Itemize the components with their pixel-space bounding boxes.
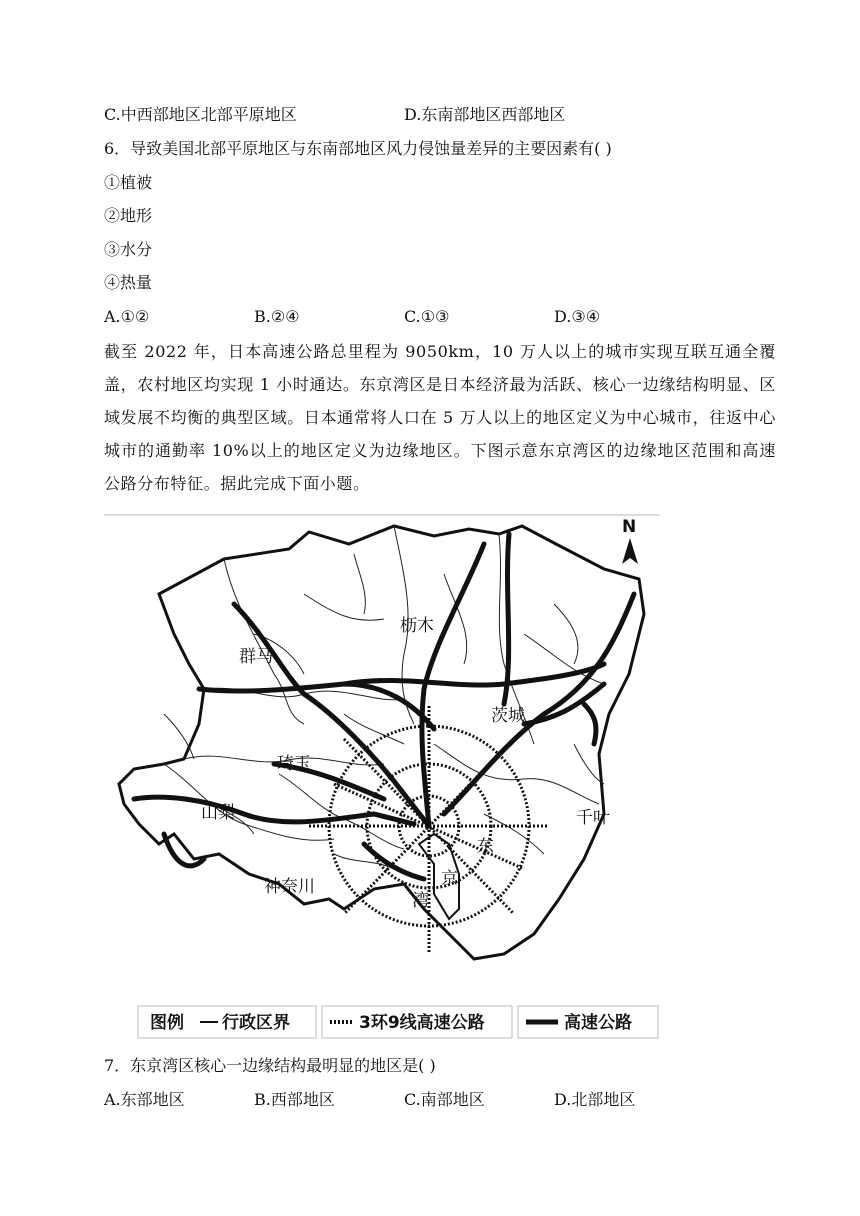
label-saitama: 琦玉 — [277, 754, 311, 774]
q6-option-b: B.②④ — [254, 307, 300, 326]
q6-option-d: D.③④ — [554, 307, 601, 326]
q5-option-c: C.中西部地区北部平原地区 — [104, 105, 297, 124]
q6-item-2: ②地形 — [104, 206, 153, 225]
landmass — [119, 526, 644, 959]
label-kanagawa: 神奈川 — [264, 877, 315, 897]
passage-text: 截至 2022 年，日本高速公路总里程为 9050km，10 万人以上的城市实现互联互通全覆盖，农村地区均实现 1 小时通达。东京湾区是日本经济最为活跃、核心一边缘结构明显、区域发展不均衡的典型区域。日本通常将人口在 5 万人以上的地区定义为中心城市，往返中心城市的通勤率 10%以上的地区定义为边缘地区。下图示意东京湾区的边缘地区范围和高速公路分布特征。据此完成下面小题。 — [104, 342, 776, 493]
label-dong: 东 — [477, 837, 494, 857]
label-jing: 京 — [441, 869, 458, 889]
legend-highway: 高速公路 — [564, 1013, 632, 1033]
q6-item-1: ①植被 — [104, 173, 153, 192]
label-ibaraki: 茨城 — [491, 706, 525, 726]
q7-stem: 7．东京湾区核心一边缘结构最明显的地区是( ) — [104, 1056, 436, 1075]
label-gunma: 群马 — [239, 647, 273, 667]
q5-option-d: D.东南部地区西部地区 — [404, 105, 566, 124]
q6-item-4: ④热量 — [104, 273, 153, 292]
label-wan: 湾 — [412, 891, 429, 911]
q6-option-c: C.①③ — [404, 307, 450, 326]
q6-stem: 6．导致美国北部平原地区与东南部地区风力侵蚀量差异的主要因素有( ) — [104, 139, 612, 158]
label-yamanashi: 山梨 — [201, 803, 235, 823]
north-label: N — [622, 517, 637, 537]
q6-option-a: A.①② — [104, 307, 150, 326]
north-arrow-icon — [622, 538, 638, 564]
legend-title: 图例 — [150, 1013, 184, 1033]
q6-item-3: ③水分 — [104, 240, 153, 259]
legend-admin: 行政区界 — [222, 1013, 290, 1033]
label-chiba: 千叶 — [576, 808, 610, 828]
q7-option-b: B.西部地区 — [254, 1090, 335, 1109]
q7-option-a: A.东部地区 — [104, 1090, 185, 1109]
tokyo-bay-map — [104, 514, 660, 1044]
label-tochigi: 枥木 — [400, 616, 434, 636]
map-legend — [138, 1006, 658, 1038]
legend-ring: 3环9线高速公路 — [359, 1013, 485, 1033]
q7-option-d: D.北部地区 — [554, 1090, 636, 1109]
q7-option-c: C.南部地区 — [404, 1090, 485, 1109]
